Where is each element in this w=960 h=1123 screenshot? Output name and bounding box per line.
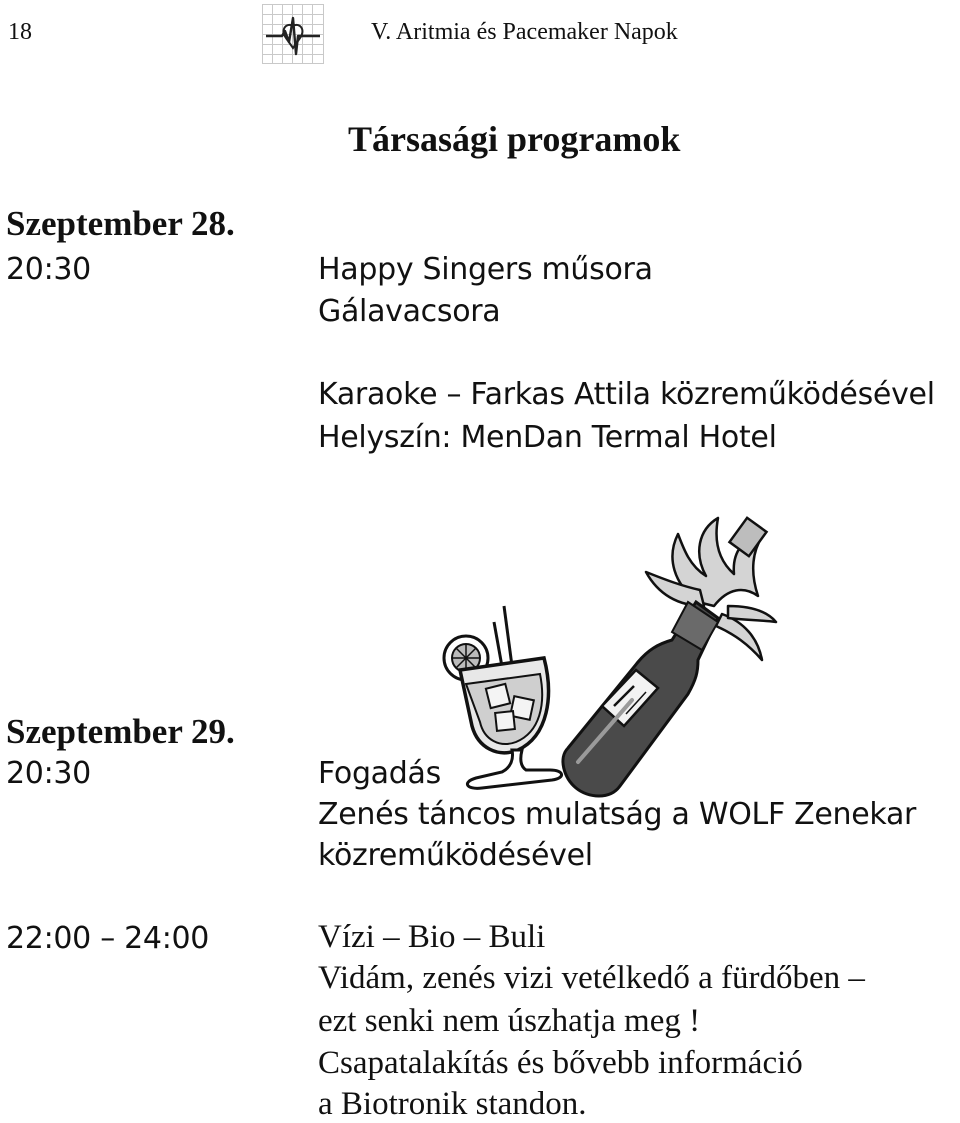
day2-date: Szeptember 29. [6, 712, 235, 751]
day1-line-4: Helyszín: MenDan Termal Hotel [318, 420, 777, 455]
day2-event2-line-4: Csapatalakítás és bővebb információ [318, 1045, 803, 1081]
day2-event1-line-1: Fogadás [318, 756, 441, 791]
page-title: Társasági programok [348, 119, 681, 159]
day2-event2-line-3: ezt senki nem úszhatja meg ! [318, 1003, 701, 1039]
day1-line-3: Karaoke – Farkas Attila közreműködésével [318, 377, 935, 412]
day1-date: Szeptember 28. [6, 204, 235, 243]
day1-line-1: Happy Singers műsora [318, 252, 653, 287]
heart-pulse-logo-icon [262, 4, 324, 64]
day2-event1-line-3: közreműködésével [318, 838, 593, 873]
day2-event1-time: 20:30 [6, 756, 91, 791]
day1-time: 20:30 [6, 252, 91, 287]
page-number: 18 [8, 19, 32, 45]
day2-event2-time: 22:00 – 24:00 [6, 921, 210, 956]
conference-name: V. Aritmia és Pacemaker Napok [371, 19, 678, 45]
day2-event2-line-5: a Biotronik standon. [318, 1086, 587, 1122]
day2-event2-line-1: Vízi – Bio – Buli [318, 919, 546, 955]
day2-event2-line-2: Vidám, zenés vizi vetélkedő a fürdőben – [318, 960, 865, 996]
champagne-bottle-icon [548, 510, 778, 800]
day2-event1-line-2: Zenés táncos mulatság a WOLF Zenekar [318, 797, 917, 832]
day1-line-2: Gálavacsora [318, 294, 501, 329]
